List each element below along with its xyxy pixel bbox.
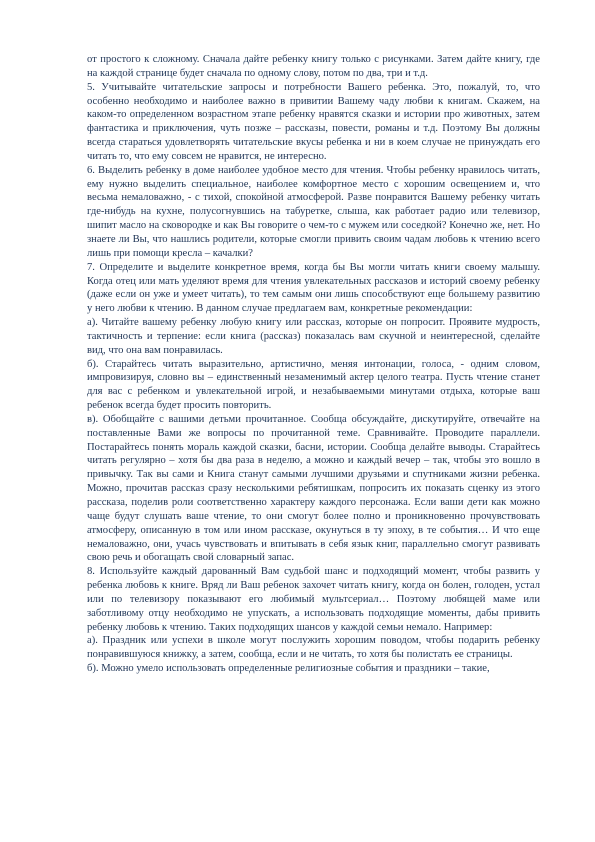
paragraph-point-7b: б). Старайтесь читать выразительно, артистично, меняя интонации, голоса, - одним словом, импровизируя, словно вы – единственный незаменимый актер целого театра. Пусть чтение станет для вас с ребенком и увлекательной игрой, и незабываемыми минутами отдыха, которые ваш ребенок всегда будет просить повторить. — [87, 358, 540, 412]
paragraph-point-5: 5. Учитывайте читательские запросы и потребности Вашего ребенка. Это, пожалуй, то, что особенно необходимо и наиболее важно в привитии Вашему чаду любви к книгам. Скажем, на каком-то определенном возрастном этапе ребенку нравятся сказки и истории про животных, затем фантастика и приключения, чуть позже – рассказы, повести, романы и т.д. Поэтому Вы должны всегда стараться удовлетворять читательские вкусы ребенка и ни в коем случае не принуждать его читать то, что ему совсем не нравится, не интересно. — [87, 81, 540, 162]
paragraph-point-8: 8. Используйте каждый дарованный Вам судьбой шанс и подходящий момент, чтобы развить у ребенка любовь к книге. Вряд ли Ваш ребенок захочет читать книгу, когда он болен, голоден, устал или по телевизору показывают его любимый мультсериал… Поэтому любящей маме или заботливому отцу необходимо не упускать, а использовать подходящие моменты, дабы привить ребенку любовь к чтению. Таких подходящих шансов у каждой семьи немало. Например: — [87, 566, 540, 633]
paragraph-point-7a: а). Читайте вашему ребенку любую книгу или рассказ, которые он попросит. Проявите мудрость, тактичность и терпение: если книга (рассказ) показалась вам скучной и неинтересной, сделайте вид, что она вам понравилась. — [87, 317, 540, 356]
paragraph-point-8b: б). Можно умело использовать определенные религиозные события и праздники – такие, — [87, 663, 490, 675]
paragraph-point-6: 6. Выделить ребенку в доме наиболее удобное место для чтения. Чтобы ребенку нравилось читать, ему нужно выделить специальное, наиболее комфортное место с хорошим освещением и, что весьма немаловажно, - с тихой, спокойной атмосферой. Разве понравится Вашему ребенку читать где-нибудь на кухне, полусогнувшись на табуретке, слыша, как работает радио или телевизор, шипит масло на сковородке и как Вы говорите о чем-то с мужем или соседкой? Конечно же, нет. Но знаете ли Вы, что нашлись родители, которые смогли привить своим чадам любовь к чтению всего лишь при помощи кресла – качалки? — [87, 164, 540, 259]
paragraph-point-7c: в). Обобщайте с вашими детьми прочитанное. Сообща обсуждайте, дискутируйте, отвечайте на поставленные Вами же вопросы по прочитанной теме. Сравнивайте. Проводите параллели. Постарайтесь понять мораль каждой сказки, басни, истории. Сообща делайте выводы. Старайтесь читать регулярно – хотя бы два раза в неделю, а можно и каждый вечер – так, чтобы это вошло в привычку. Так вы сами и Книга станут самыми лучшими друзьями и спутниками жизни ребенка. Можно, прочитав рассказ сразу несколькими ребятишкам, попросить их показать сценку из этого рассказа, поделив роли соответственно характеру каждого персонажа. Если ваши дети как можно чаще будут слушать ваше чтение, то они смогут более полно и проникновенно прочувствовать атмосферу, описанную в том или ином рассказе, окунуться в ту эпоху, в те события… И что еще немаловажно, они, учась чувствовать и впитывать в себя язык книг, параллельно смогут развивать свою речь и обогащать свой словарный запас. — [87, 413, 540, 564]
paragraph-point-7: 7. Определите и выделите конкретное время, когда бы Вы могли читать книги своему малышу. Когда отец или мать уделяют время для чтения увлекательных рассказов и историй своему ребенку (даже если он уже и умеет читать), то тем самым они лишь способствуют еще большему развитию у него любви к чтению. В данном случае предлагаем вам, конкретные рекомендации: — [87, 261, 540, 315]
paragraph-point-8a: а). Праздник или успехи в школе могут послужить хорошим поводом, чтобы подарить ребенку понравившуюся книжку, а затем, сообща, если и не читать, то хотя бы полистать ее страницы. — [87, 635, 540, 661]
document-page — [87, 53, 540, 676]
paragraph-intro-continuation: от простого к сложному. Сначала дайте ребенку книгу только с рисунками. Затем дайте книгу, где на каждой странице будет сначала по одному слову, потом по два, три и т.д. — [87, 54, 540, 79]
